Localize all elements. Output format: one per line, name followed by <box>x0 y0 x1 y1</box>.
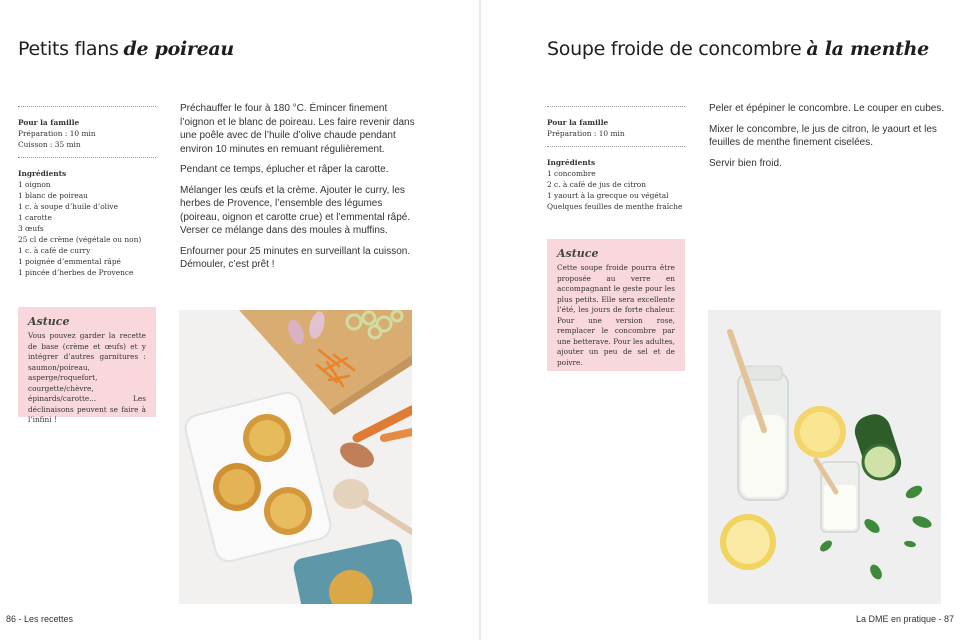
right-ingredients-list <box>547 168 685 212</box>
left-tip-title: Astuce <box>28 315 70 328</box>
cucumber-soup-illustration <box>708 310 941 604</box>
right-instructions <box>709 102 945 177</box>
ingredient-item: 2 c. à café de jus de citron <box>547 180 646 189</box>
leek-flans-photo <box>179 310 412 604</box>
left-tip-text: Vous pouvez garder la recette de base (crème et œufs) et y intégrer d’autres garnitures : saumon/poireau, asperge/roquefort, courgette/chèvre, épinards/carotte... Les déclinaisons peuvent se faire à l’infini ! <box>28 331 146 424</box>
ingredient-item: 1 concombre <box>547 169 596 178</box>
left-ingredients-list <box>18 179 156 278</box>
divider <box>18 157 156 158</box>
ingredient-item: 1 c. à café de curry <box>18 246 91 255</box>
right-title-main: Soupe froide de concombre <box>547 38 802 60</box>
ingredient-item: 1 carotte <box>18 213 52 222</box>
left-recipe-title <box>18 38 234 60</box>
left-page-footer: 86 - Les recettes <box>6 614 74 624</box>
ingredient-item: 1 oignon <box>18 180 51 189</box>
step-paragraph: Pendant ce temps, éplucher et râper la carotte. <box>180 164 389 175</box>
step-paragraph: Préchauffer le four à 180 °C. Émincer finement l’oignon et le blanc de poireau. Les faire revenir dans une poêle avec de l’huile d’olive chaude pendant environ 10 minutes en remuant régulièrement. <box>180 103 415 155</box>
ingredient-item: 1 blanc de poireau <box>18 191 88 200</box>
ingredient-item: 1 pincée d’herbes de Provence <box>18 268 134 277</box>
ingredient-item: 25 cl de crème (végétale ou non) <box>18 235 142 244</box>
right-title-accent: à la menthe <box>806 38 929 60</box>
step-paragraph: Mixer le concombre, le jus de citron, le yaourt et les feuilles de menthe finement ciselées. <box>709 123 937 148</box>
ingredient-item: 1 yaourt à la grecque ou végétal <box>547 191 669 200</box>
right-prep-time: Préparation : 10 min <box>547 129 625 138</box>
ingredient-item: 1 poignée d’emmental râpé <box>18 257 121 266</box>
step-paragraph: Mélanger les œufs et la crème. Ajouter le curry, les herbes de Provence, l’ensemble des légumes (poireau, oignon et carotte crue) et l’emmental râpé. Verser ce mélange dans des moules à muffins. <box>180 184 411 236</box>
left-instructions <box>180 102 416 279</box>
step-paragraph: Servir bien froid. <box>709 157 782 169</box>
left-info-column <box>18 106 156 278</box>
divider <box>18 106 156 107</box>
right-tip-text: Cette soupe froide pourra être proposée au verre en accompagnant le geste pour les plus petits. Elle sera excellente l’été, les jours de forte chaleur. Pour une version rose, remplacer le concombre par une betterave. Pour les adultes, ajouter un peu de sel et de poivre. <box>557 263 675 367</box>
ingredient-item: 3 œufs <box>18 224 44 233</box>
left-cook-time: Cuisson : 35 min <box>18 140 81 149</box>
step-paragraph: Peler et épépiner le concombre. Le couper en cubes. <box>709 103 945 114</box>
leek-flans-illustration <box>179 310 412 604</box>
step-paragraph: Enfourner pour 25 minutes en surveillant la cuisson. Démouler, c’est prêt ! <box>180 245 411 270</box>
ingredient-item: Quelques feuilles de menthe fraîche <box>547 202 683 211</box>
divider <box>547 106 685 107</box>
right-page-footer: La DME en pratique - 87 <box>855 614 954 624</box>
right-tip-title: Astuce <box>557 247 599 260</box>
left-tip-box <box>18 307 156 424</box>
right-tip-box <box>547 239 685 371</box>
right-recipe-title <box>547 38 929 60</box>
left-prep-time: Préparation : 10 min <box>18 129 96 138</box>
divider <box>547 146 685 147</box>
left-family-heading: Pour la famille <box>18 118 80 127</box>
right-info-column <box>547 106 685 212</box>
left-title-main: Petits flans <box>18 38 119 60</box>
left-title-accent: de poireau <box>123 38 234 60</box>
ingredient-item: 1 c. à soupe d’huile d’olive <box>18 202 118 211</box>
cucumber-soup-photo <box>708 310 941 604</box>
right-family-heading: Pour la famille <box>547 118 609 127</box>
right-ingredients-heading: Ingrédients <box>547 158 596 167</box>
left-ingredients-heading: Ingrédients <box>18 169 67 178</box>
page-spine <box>479 0 481 640</box>
